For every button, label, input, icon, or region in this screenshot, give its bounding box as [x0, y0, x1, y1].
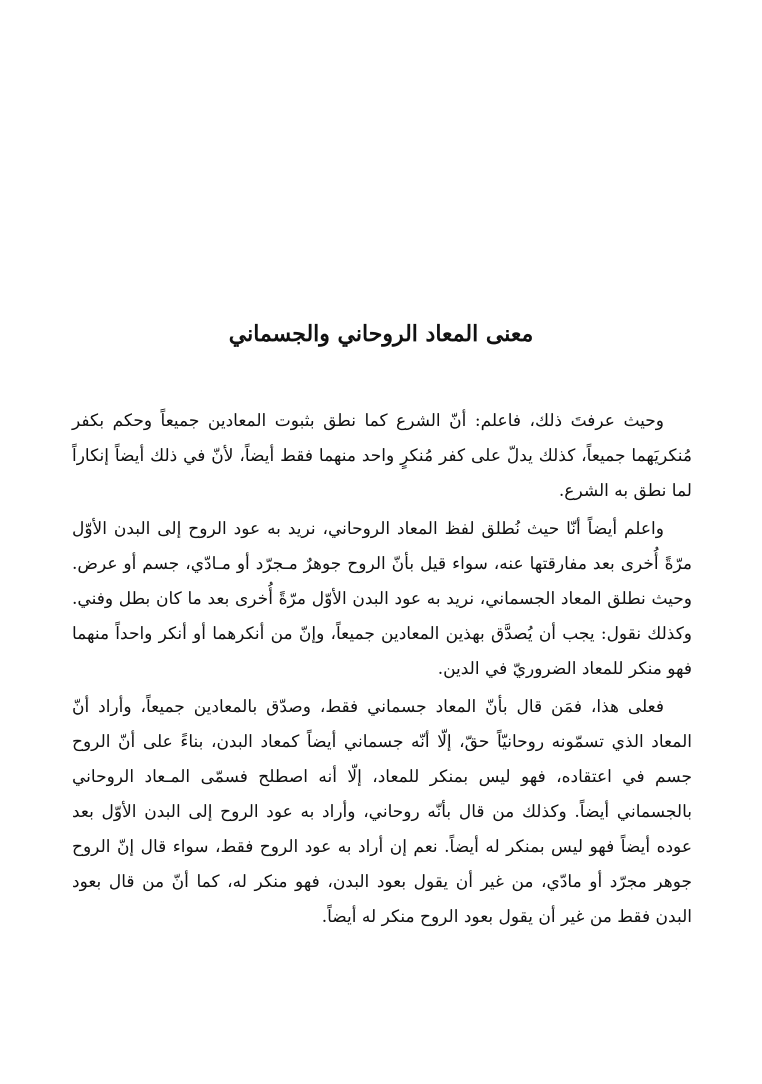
paragraph: وحيث عرفتَ ذلك، فاعلم: أنّ الشرع كما نطق بثبوت المعادين جميعاً وحكم بكفر مُنكريَهما جميعاً، كذلك يدلّ على كفر مُنكرٍ واحد منهما فقط أيضاً، لأنّ في ذلك أيضاً إنكاراً لما نطق به الشرع.	[72, 411, 692, 501]
paragraph: فعلى هذا، فمَن قال بأنّ المعاد جسماني فقط، وصدّق بالمعادين جميعاً، وأراد أنّ المعاد الذي تسمّونه روحانيّاً حقّ، إلّا أنّه جسماني أيضاً كمعاد البدن، بناءً على أنّ الروح جسم في اعتقاده، فهو ليس بمنكر للمعاد، إلّا أنه اصطلح فسمّى المـعاد الروحاني بالجسماني أيضاً. وكذلك من قال بأنّه روحاني، وأراد به عود الروح إلى البدن الأوّل بعد عوده أيضاً فهو ليس بمنكر له أيضاً. نعم إن أراد به عود الروح فقط، سواء قال إنّ الروح جوهر مجرّد أو مادّي، من غير أن يقول بعود البدن، فهو منكر له، كما أنّ من قال بعود البدن فقط من غير أن يقول بعود الروح منكر له أيضاً.	[72, 697, 692, 927]
paragraph: واعلم أيضاً أنّا حيث نُطلق لفظ المعاد الروحاني، نريد به عود الروح إلى البدن الأوّل مرّةً أُخرى بعد مفارقتها عنه، سواء قيل بأنّ الروح جوهرٌ مـجرّد أو مـادّي، جسم أو عرض. وحيث نطلق المعاد الجسماني، نريد به عود البدن الأوّل مرّةً أُخرى بعد ما كان بطل وفني. وكذلك نقول: يجب أن يُصدَّق بهذين المعادين جميعاً، وإنّ من أنكرهما أو أنكر واحداً منهما فهو منكر للمعاد الضروريّ في الدين.	[72, 519, 692, 679]
page-title: معنى المعاد الروحاني والجسماني	[228, 321, 534, 347]
body-text	[72, 404, 692, 938]
